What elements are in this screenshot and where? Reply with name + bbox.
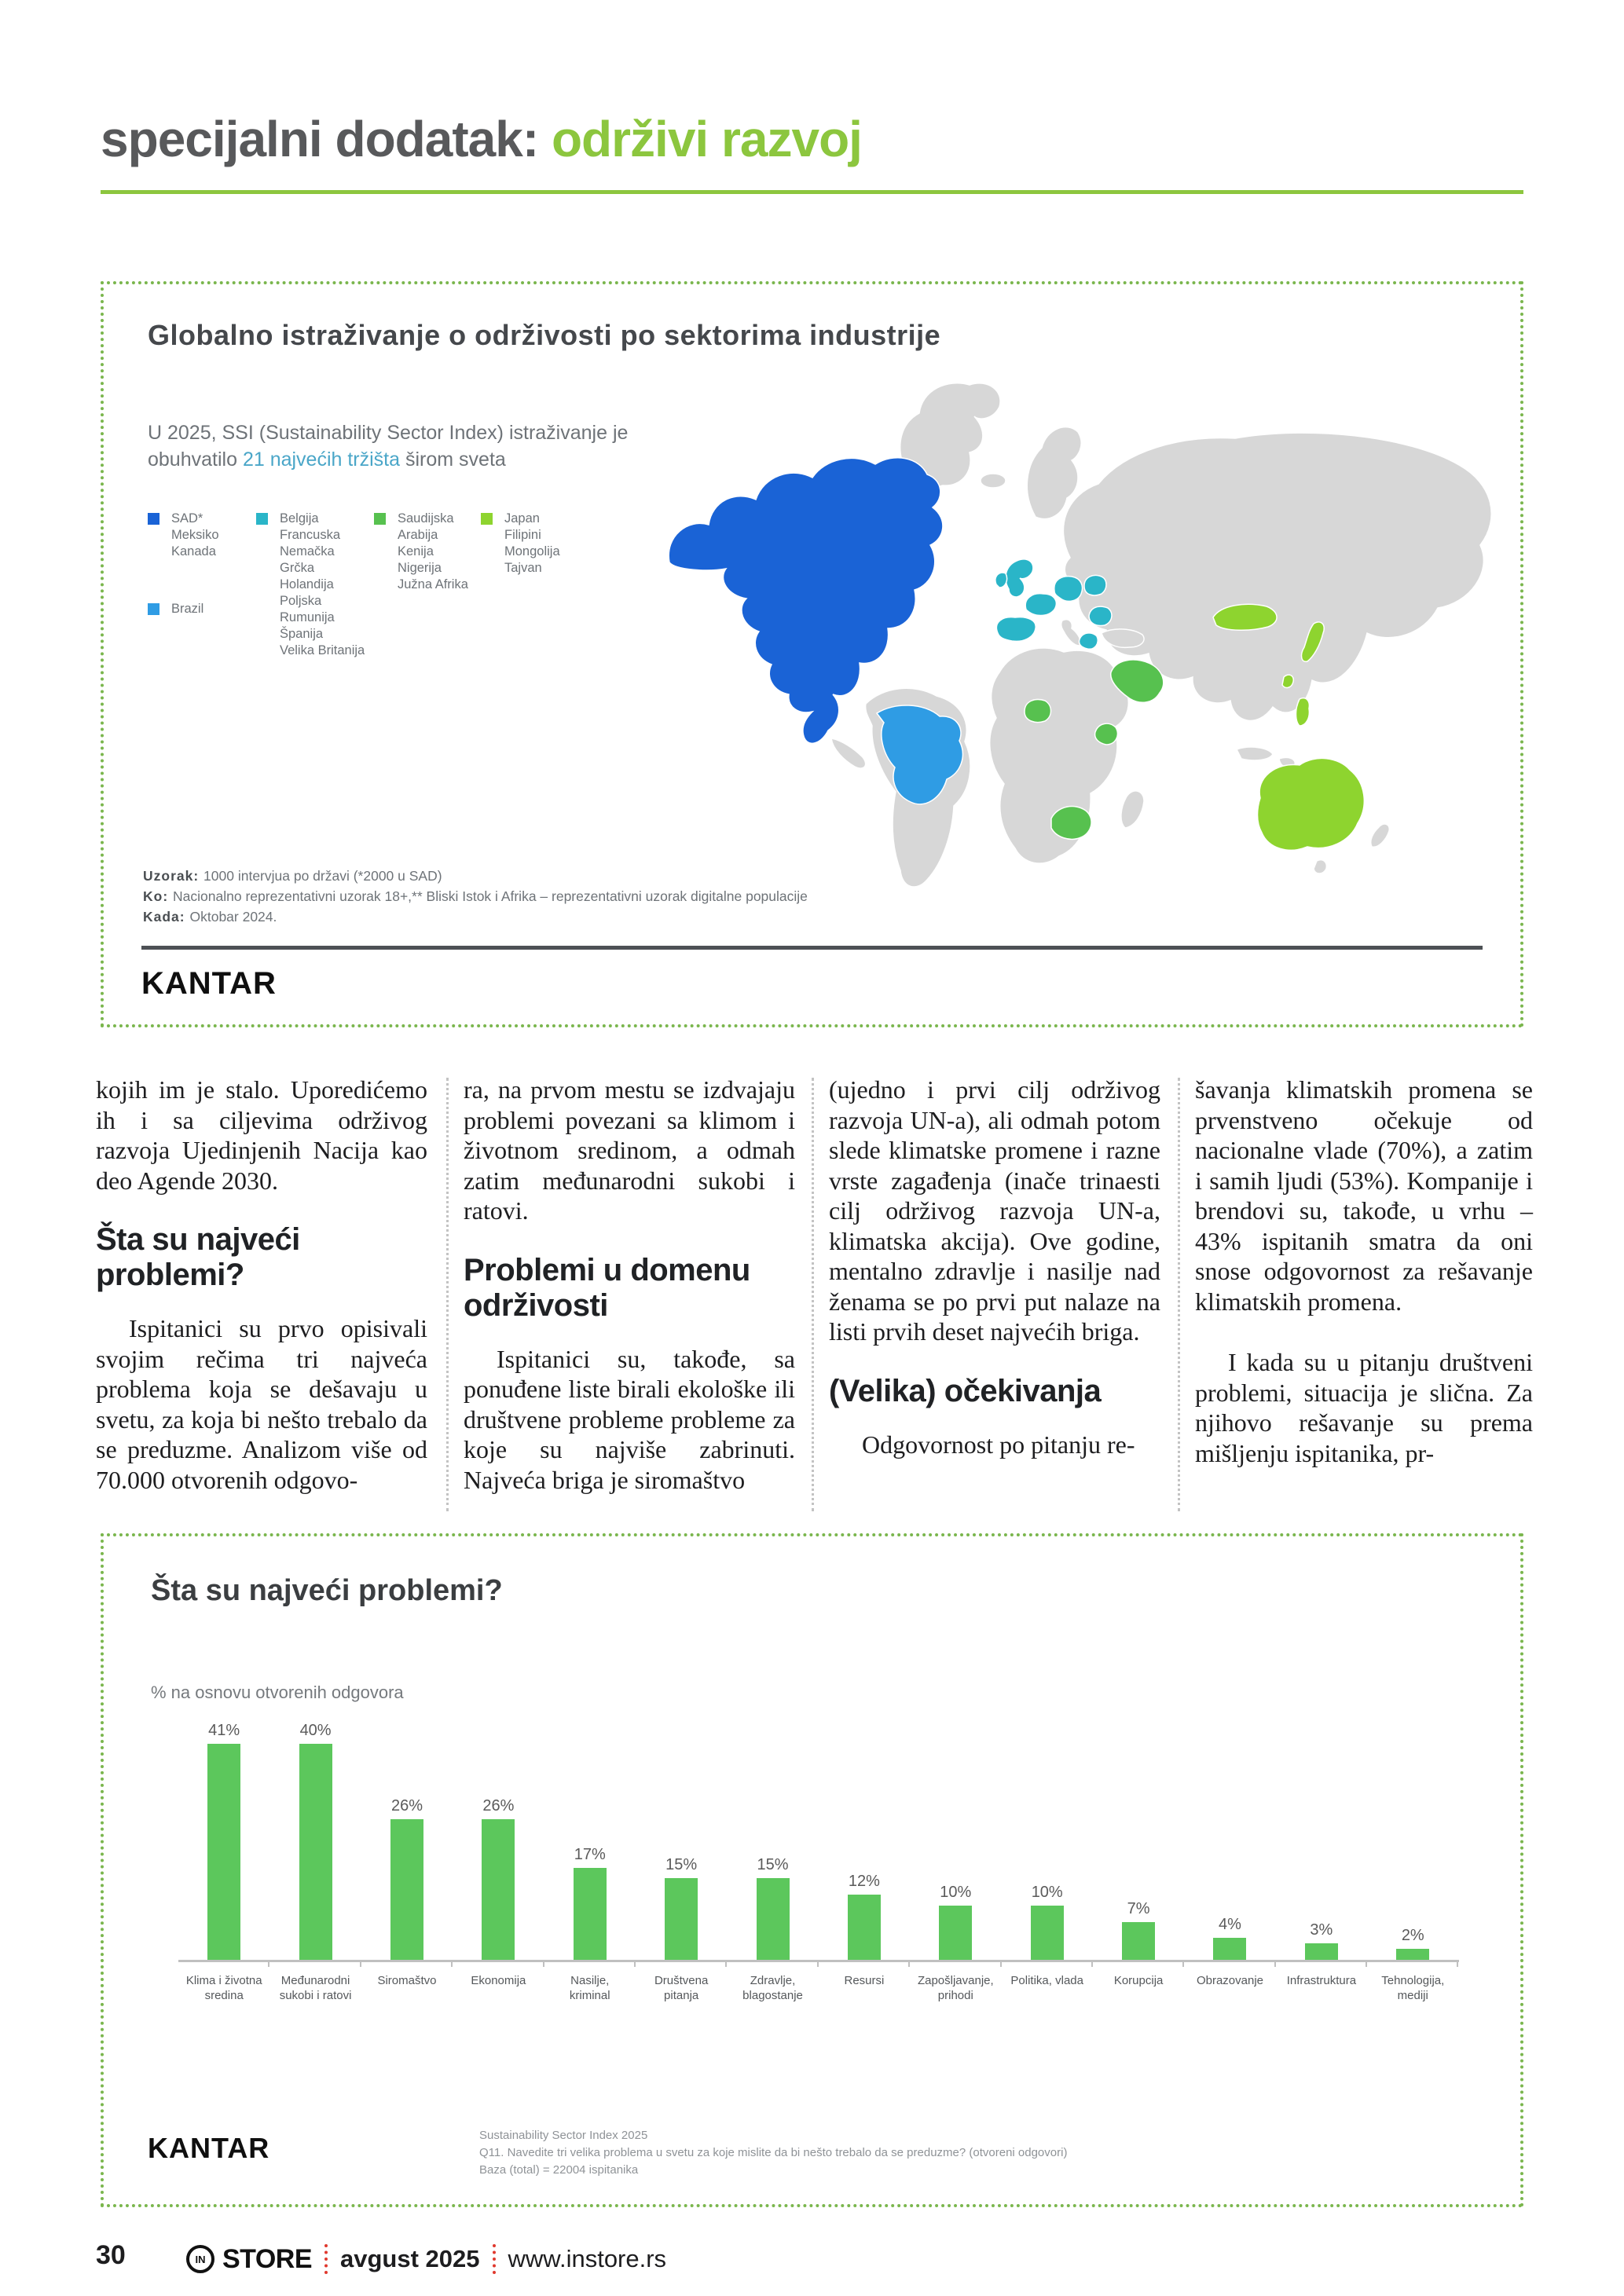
chart-source-line: Sustainability Sector Index 2025 (479, 2129, 648, 2142)
legend-country: Tajvan (504, 561, 542, 575)
bar-category-label: Politika, vlada (1010, 1974, 1083, 1987)
bar-category-label: Siromaštvo (377, 1974, 437, 1987)
bar (665, 1878, 698, 1960)
section-heading: Šta su najveći problemi? (96, 1222, 300, 1292)
map-italy (1061, 620, 1081, 646)
legend-country: Brazil (171, 602, 204, 616)
legend-country: Južna Afrika (398, 577, 468, 591)
legend-country: Poljska (280, 594, 322, 608)
survey-note-text: Oktobar 2024. (189, 909, 277, 925)
bar-slot (269, 1722, 361, 1960)
bar-slot (1002, 1722, 1093, 1960)
bar-chart (178, 1722, 1459, 2003)
article-column-4 (1195, 1075, 1533, 1468)
instore-logo-icon: IN (186, 2245, 214, 2273)
subtitle-line2-post: širom sveta (400, 449, 506, 471)
bar-value-label: 26% (390, 1797, 423, 1814)
bar-slot (910, 1722, 1001, 1960)
map-iceland (981, 474, 1006, 488)
map-central-america (831, 738, 866, 768)
legend-country: Holandija (280, 577, 334, 591)
bar-value-label: 40% (299, 1722, 332, 1739)
footer-separator (324, 2244, 328, 2274)
bar-category-label: Međunarodni sukobi i ratovi (279, 1974, 352, 2002)
bar-value-label: 15% (665, 1856, 698, 1873)
legend-swatch (148, 513, 159, 525)
chart-source-line: Baza (total) = 22004 ispitanika (479, 2163, 639, 2177)
legend-country: Nemačka (280, 544, 335, 558)
bar-slot (1093, 1722, 1184, 1960)
world-map-svg (630, 357, 1506, 891)
header-title-green: održivi razvoj (551, 111, 862, 167)
survey-note-label: Ko: (143, 888, 174, 904)
bar-category-label: Korupcija (1113, 1974, 1164, 1987)
chart-box (101, 1533, 1523, 2207)
world-map (630, 357, 1506, 891)
bar-value-label: 10% (940, 1884, 972, 1901)
map-new-zealand (1371, 824, 1390, 847)
subtitle-highlight: 21 najvećih tržišta (242, 449, 401, 471)
legend-items (398, 511, 481, 593)
paragraph: Ispitanici su prvo opisivali svojim rečima tri najveća problema koja se dešavaju u svetu, za koja bi nešto trebalo da se preduzme. Analizom više od 70.000 otvorenih odgovo- (96, 1314, 427, 1494)
map-australia (1258, 758, 1365, 850)
bar-slot (1367, 1722, 1458, 1960)
bar-slot (1276, 1722, 1367, 1960)
legend-group (148, 511, 256, 560)
legend-swatch (148, 603, 159, 615)
section-heading: Problemi u domenu održivosti (464, 1252, 750, 1323)
bar (299, 1744, 332, 1960)
legend-country: Meksiko (171, 528, 219, 542)
bar-value-label: 15% (757, 1856, 789, 1873)
bar-slot (819, 1722, 910, 1960)
legend-country: Francuska (280, 528, 341, 542)
infographic-box (101, 281, 1523, 1027)
article-column-3 (829, 1075, 1160, 1459)
legend-column (374, 511, 481, 659)
bar (207, 1744, 240, 1960)
chart-subtitle: % na osnovu otvorenih odgovora (151, 1683, 404, 1702)
legend-country: Kanada (171, 544, 216, 558)
bar (939, 1906, 972, 1960)
legend-country: Rumunija (280, 610, 335, 624)
column-divider (446, 1078, 449, 1511)
bar-slot (544, 1722, 636, 1960)
legend-swatch (374, 513, 386, 525)
legend-swatch (481, 513, 493, 525)
legend-country: Japan (504, 511, 540, 525)
bar-slot (1184, 1722, 1275, 1960)
map-turkey (1102, 629, 1144, 647)
map-france (1025, 594, 1056, 616)
bar-value-label: 12% (848, 1873, 880, 1890)
paragraph: šavanja klimatskih promena se prvenstveno očekuje od nacionalne vlade (70%), a zatim i samih ljudi (53%). Kompanije i brendovi su, takođe, u vrhu – 43% ispitanih smatra da oni snose odgovornost za rešavanje klimatskih promena. (1195, 1075, 1533, 1316)
chart-source (479, 2127, 1067, 2179)
map-poland (1084, 576, 1106, 595)
paragraph: I kada su u pitanju društveni problemi, situacija je slična. Za njihovo rešavanje su prema mišljenju ispitanika, pr- (1195, 1348, 1533, 1467)
article-column-2 (464, 1075, 795, 1495)
subtitle-line2-pre: obuhvatilo (148, 449, 243, 471)
bar-category-label: Klima i životna sredina (185, 1974, 262, 2002)
legend-country: Velika Britanija (280, 643, 365, 657)
legend-items (280, 511, 374, 659)
chart-source-line: Q11. Navedite tri velika problema u svetu za koje mislite da bi nešto trebalo da se preduzme? (otvoreni odgovori) (479, 2146, 1068, 2159)
map-greece (1079, 633, 1098, 649)
paragraph: Ispitanici su, takođe, sa ponuđene liste birali ekološke ili društvene probleme probleme za koje su najviše zabrinuti. Najveća briga je siromaštvo (464, 1344, 795, 1494)
legend-country: SAD* (171, 511, 203, 525)
legend-country: Mongolija (504, 544, 560, 558)
survey-notes (143, 866, 808, 927)
bar-category-label: Zapošljavanje, prihodi (917, 1974, 994, 2002)
paragraph: ra, na prvom mestu se izdvajaju problemi povezani sa klimom i životnom sredinom, a odmah zatim međunarodni sukobi i ratovi. (464, 1075, 795, 1225)
bar-chart-categories (178, 1962, 1459, 2003)
page-footer (0, 2236, 1624, 2283)
map-germany (1054, 577, 1083, 602)
legend-country: Filipini (504, 528, 541, 542)
map-romania (1089, 606, 1112, 625)
bar-slot (453, 1722, 544, 1960)
footer-brand: STORE (222, 2243, 313, 2274)
bar-value-label: 7% (1127, 1900, 1150, 1917)
bar-value-label: 41% (208, 1722, 240, 1739)
legend-column (256, 511, 374, 659)
bar-category-label: Društvena pitanja (654, 1974, 709, 2002)
legend-country: Grčka (280, 561, 315, 575)
bar (574, 1868, 607, 1960)
column-divider (812, 1078, 814, 1511)
legend-group (256, 511, 374, 659)
legend-items (171, 511, 256, 560)
survey-note-line (143, 866, 808, 886)
bar-slot (636, 1722, 727, 1960)
legend-group (374, 511, 481, 593)
bar-value-label: 2% (1401, 1927, 1424, 1944)
bar-category-label: Tehnologija, mediji (1381, 1974, 1445, 2002)
legend-column (148, 511, 256, 659)
column-divider (1178, 1078, 1180, 1511)
legend-group (148, 601, 256, 617)
survey-note-text: 1000 intervjua po državi (*2000 u SAD) (203, 868, 442, 884)
bar-value-label: 3% (1310, 1921, 1333, 1939)
map-indonesia (1237, 747, 1273, 760)
legend-country: Nigerija (398, 561, 442, 575)
bar-category-label: Infrastruktura (1286, 1974, 1357, 1987)
bar-category-label: Zdravlje, blagostanje (742, 1974, 803, 2002)
bar-category-label: Resursi (844, 1974, 885, 1987)
bar-slot (178, 1722, 269, 1960)
legend-country: Španija (280, 627, 324, 641)
bar-category-label: Ekonomija (471, 1974, 526, 1987)
section-heading: (Velika) očekivanja (829, 1373, 1102, 1408)
kantar-logo: KANTAR (141, 966, 277, 1001)
article-column-1 (96, 1075, 427, 1495)
bar (1305, 1943, 1338, 1960)
page-number: 30 (96, 2240, 126, 2270)
article-body (0, 1075, 1624, 1518)
map-madagascar (1121, 791, 1144, 828)
legend-country: Belgija (280, 511, 319, 525)
survey-note-line (143, 906, 808, 927)
map-spain (996, 617, 1036, 642)
bar (1396, 1949, 1429, 1960)
bar (1031, 1906, 1064, 1960)
bar (757, 1878, 790, 1960)
bar-value-label: 26% (482, 1797, 515, 1814)
legend-swatch (256, 513, 268, 525)
legend-column (481, 511, 599, 659)
map-ireland (995, 573, 1007, 588)
paragraph: (ujedno i prvi cilj održivog razvoja UN-a), ali odmah potom slede klimatske promene i razne vrste zagađenja (inače trinaesti cilj održivog razvoja UN-a, klimatska akcija). Ove godine, mentalno zdravlje i nasilje nad ženama se po prvi put nalaze na listi prvih deset najvećih briga. (829, 1075, 1160, 1346)
map-nigeria (1025, 700, 1051, 723)
map-taiwan (1282, 675, 1293, 687)
legend-country: Saudijska Arabija (398, 511, 454, 542)
footer-separator (493, 2244, 496, 2274)
bar (1213, 1938, 1246, 1960)
map-kenya (1095, 723, 1118, 745)
footer-brand-row (186, 2236, 666, 2283)
header-title-gray: specijalni dodatak: (101, 111, 539, 167)
paragraph: Odgovornost po pitanju re- (862, 1430, 1135, 1459)
bar-slot (727, 1722, 818, 1960)
legend-items (171, 601, 256, 617)
bar-category-label: Nasilje, kriminal (569, 1974, 610, 2002)
bar-category-label: Obrazovanje (1196, 1974, 1264, 1987)
map-legend (148, 511, 599, 659)
bar (390, 1819, 423, 1960)
map-tasmania (1314, 860, 1326, 873)
bar (482, 1819, 515, 1960)
header-rule (101, 190, 1523, 194)
bar (848, 1895, 881, 1960)
survey-note-label: Uzorak: (143, 868, 204, 884)
legend-country: Kenija (398, 544, 434, 558)
survey-note-label: Kada: (143, 909, 190, 925)
subtitle-line1: U 2025, SSI (Sustainability Sector Index) istraživanje je (148, 422, 629, 444)
bar-value-label: 10% (1031, 1884, 1063, 1901)
infographic-subtitle (148, 419, 713, 473)
bar (1122, 1922, 1155, 1960)
kantar-logo: KANTAR (148, 2132, 270, 2164)
bar-value-label: 17% (574, 1846, 606, 1863)
footer-date: avgust 2025 (340, 2245, 480, 2272)
chart-title: Šta su najveći problemi? (151, 1574, 503, 1607)
map-uk (1006, 559, 1033, 597)
bar-slot (361, 1722, 453, 1960)
footer-site-link[interactable]: www.instore.rs (508, 2245, 667, 2272)
map-philippines (1296, 698, 1310, 726)
bar-value-label: 4% (1219, 1916, 1241, 1933)
map-south-africa (1051, 807, 1091, 840)
survey-note-line (143, 886, 808, 906)
infographic-title: Globalno istraživanje o održivosti po sektorima industrije (148, 319, 941, 351)
page-header-title (101, 110, 862, 168)
legend-items (504, 511, 599, 577)
paragraph: kojih im je stalo. Uporedićemo ih i sa ciljevima održivog razvoja Ujedinjenih Nacija kao deo Agende 2030. (96, 1075, 427, 1195)
survey-note-text: Nacionalno reprezentativni uzorak 18+,** Bliski Istok i Afrika – reprezentativni uzorak digitalne populacije (173, 888, 808, 904)
legend-group (481, 511, 599, 577)
infographic-divider (141, 946, 1483, 950)
bar-chart-bars (178, 1722, 1459, 1962)
